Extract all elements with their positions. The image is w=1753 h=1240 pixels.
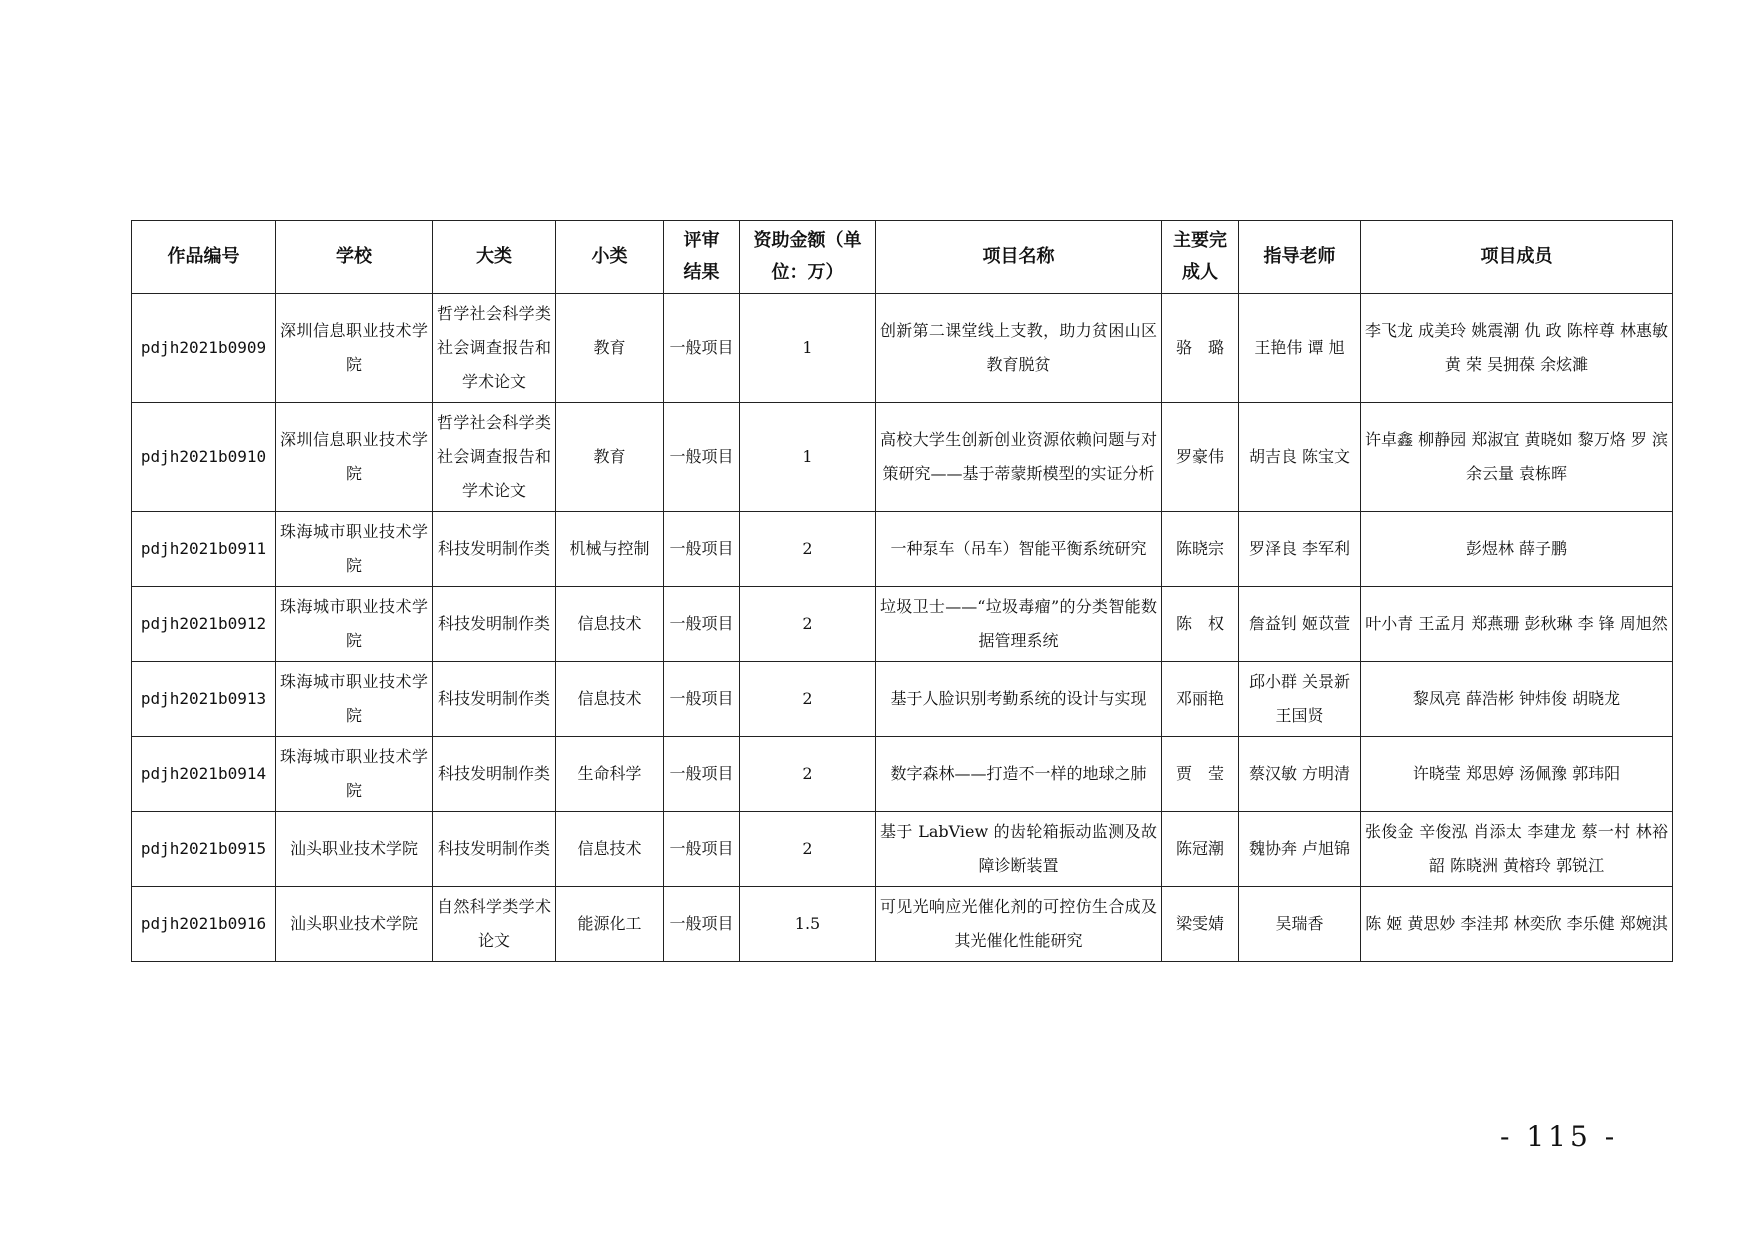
page-number: - 115 - [1500, 1120, 1619, 1153]
cell-subcategory: 能源化工 [556, 887, 664, 962]
cell-amount: 1 [740, 294, 876, 403]
cell-subcategory: 信息技术 [556, 587, 664, 662]
table-row [132, 812, 1673, 887]
cell-subcategory: 生命科学 [556, 737, 664, 812]
cell-amount: 2 [740, 737, 876, 812]
cell-advisor: 胡吉良 陈宝文 [1239, 403, 1361, 512]
cell-code: pdjh2021b0909 [132, 294, 276, 403]
cell-leader: 陈 权 [1162, 587, 1239, 662]
cell-category: 哲学社会科学类社会调查报告和学术论文 [433, 403, 556, 512]
cell-members: 许卓鑫 柳静园 郑淑宜 黄晓如 黎万烙 罗 滨 余云量 袁栋晖 [1361, 403, 1673, 512]
cell-advisor: 邱小群 关景新 王国贤 [1239, 662, 1361, 737]
project-table [131, 220, 1673, 962]
cell-result: 一般项目 [664, 662, 740, 737]
cell-members: 陈 姬 黄思妙 李洼邦 林奕欣 李乐健 郑婉淇 [1361, 887, 1673, 962]
cell-subcategory: 教育 [556, 294, 664, 403]
header-subcategory: 小类 [556, 221, 664, 294]
cell-advisor: 吴瑞香 [1239, 887, 1361, 962]
cell-school: 珠海城市职业技术学院 [276, 737, 433, 812]
table-row [132, 887, 1673, 962]
cell-project: 垃圾卫士——“垃圾毒瘤”的分类智能数据管理系统 [876, 587, 1162, 662]
table-row [132, 587, 1673, 662]
cell-subcategory: 机械与控制 [556, 512, 664, 587]
cell-code: pdjh2021b0910 [132, 403, 276, 512]
cell-category: 哲学社会科学类社会调查报告和学术论文 [433, 294, 556, 403]
cell-category: 科技发明制作类 [433, 812, 556, 887]
cell-amount: 2 [740, 512, 876, 587]
header-result: 评审结果 [664, 221, 740, 294]
cell-subcategory: 信息技术 [556, 662, 664, 737]
cell-category: 科技发明制作类 [433, 587, 556, 662]
cell-code: pdjh2021b0914 [132, 737, 276, 812]
cell-members: 李飞龙 成美玲 姚震潮 仇 政 陈梓尊 林惠敏 黄 荣 吴拥葆 余炫濉 [1361, 294, 1673, 403]
cell-code: pdjh2021b0915 [132, 812, 276, 887]
cell-school: 汕头职业技术学院 [276, 887, 433, 962]
cell-subcategory: 信息技术 [556, 812, 664, 887]
cell-result: 一般项目 [664, 512, 740, 587]
cell-leader: 罗豪伟 [1162, 403, 1239, 512]
cell-leader: 梁雯婧 [1162, 887, 1239, 962]
cell-code: pdjh2021b0912 [132, 587, 276, 662]
cell-advisor: 詹益钊 姬苡萱 [1239, 587, 1361, 662]
header-members: 项目成员 [1361, 221, 1673, 294]
cell-advisor: 魏协奔 卢旭锦 [1239, 812, 1361, 887]
cell-category: 科技发明制作类 [433, 662, 556, 737]
header-category: 大类 [433, 221, 556, 294]
header-project: 项目名称 [876, 221, 1162, 294]
cell-members: 许晓莹 郑思婷 汤佩豫 郭玮阳 [1361, 737, 1673, 812]
table-row [132, 662, 1673, 737]
table-row [132, 512, 1673, 587]
cell-leader: 陈冠潮 [1162, 812, 1239, 887]
cell-leader: 邓丽艳 [1162, 662, 1239, 737]
cell-project: 可见光响应光催化剂的可控仿生合成及其光催化性能研究 [876, 887, 1162, 962]
cell-advisor: 蔡汉敏 方明清 [1239, 737, 1361, 812]
table-row [132, 403, 1673, 512]
cell-code: pdjh2021b0913 [132, 662, 276, 737]
table-row [132, 737, 1673, 812]
cell-result: 一般项目 [664, 812, 740, 887]
header-leader: 主要完成人 [1162, 221, 1239, 294]
cell-school: 珠海城市职业技术学院 [276, 512, 433, 587]
cell-members: 张俊金 辛俊泓 肖添太 李建龙 蔡一村 林裕韶 陈晓洲 黄榕玲 郭锐江 [1361, 812, 1673, 887]
cell-project: 高校大学生创新创业资源依赖问题与对策研究——基于蒂蒙斯模型的实证分析 [876, 403, 1162, 512]
cell-project: 创新第二课堂线上支教，助力贫困山区教育脱贫 [876, 294, 1162, 403]
cell-members: 彭煜林 薛子鹏 [1361, 512, 1673, 587]
cell-amount: 2 [740, 662, 876, 737]
cell-code: pdjh2021b0911 [132, 512, 276, 587]
table-row [132, 294, 1673, 403]
header-amount: 资助金额（单位：万） [740, 221, 876, 294]
cell-school: 珠海城市职业技术学院 [276, 587, 433, 662]
cell-amount: 2 [740, 812, 876, 887]
cell-leader: 贾 莹 [1162, 737, 1239, 812]
header-code: 作品编号 [132, 221, 276, 294]
cell-members: 黎凤亮 薛浩彬 钟炜俊 胡晓龙 [1361, 662, 1673, 737]
cell-amount: 1.5 [740, 887, 876, 962]
cell-result: 一般项目 [664, 294, 740, 403]
cell-result: 一般项目 [664, 737, 740, 812]
cell-amount: 2 [740, 587, 876, 662]
cell-project: 数字森林——打造不一样的地球之肺 [876, 737, 1162, 812]
cell-amount: 1 [740, 403, 876, 512]
cell-result: 一般项目 [664, 887, 740, 962]
cell-category: 科技发明制作类 [433, 512, 556, 587]
table-header-row [132, 221, 1673, 294]
cell-school: 深圳信息职业技术学院 [276, 403, 433, 512]
cell-category: 科技发明制作类 [433, 737, 556, 812]
cell-advisor: 王艳伟 谭 旭 [1239, 294, 1361, 403]
cell-leader: 骆 璐 [1162, 294, 1239, 403]
cell-advisor: 罗泽良 李军利 [1239, 512, 1361, 587]
cell-project: 一种泵车（吊车）智能平衡系统研究 [876, 512, 1162, 587]
cell-result: 一般项目 [664, 587, 740, 662]
cell-school: 深圳信息职业技术学院 [276, 294, 433, 403]
header-school: 学校 [276, 221, 433, 294]
cell-leader: 陈晓宗 [1162, 512, 1239, 587]
cell-school: 汕头职业技术学院 [276, 812, 433, 887]
cell-project: 基于 LabView 的齿轮箱振动监测及故障诊断装置 [876, 812, 1162, 887]
cell-code: pdjh2021b0916 [132, 887, 276, 962]
cell-result: 一般项目 [664, 403, 740, 512]
cell-project: 基于人脸识别考勤系统的设计与实现 [876, 662, 1162, 737]
cell-category: 自然科学类学术论文 [433, 887, 556, 962]
header-advisor: 指导老师 [1239, 221, 1361, 294]
cell-school: 珠海城市职业技术学院 [276, 662, 433, 737]
cell-members: 叶小青 王孟月 郑燕珊 彭秋琳 李 锋 周旭然 [1361, 587, 1673, 662]
cell-subcategory: 教育 [556, 403, 664, 512]
